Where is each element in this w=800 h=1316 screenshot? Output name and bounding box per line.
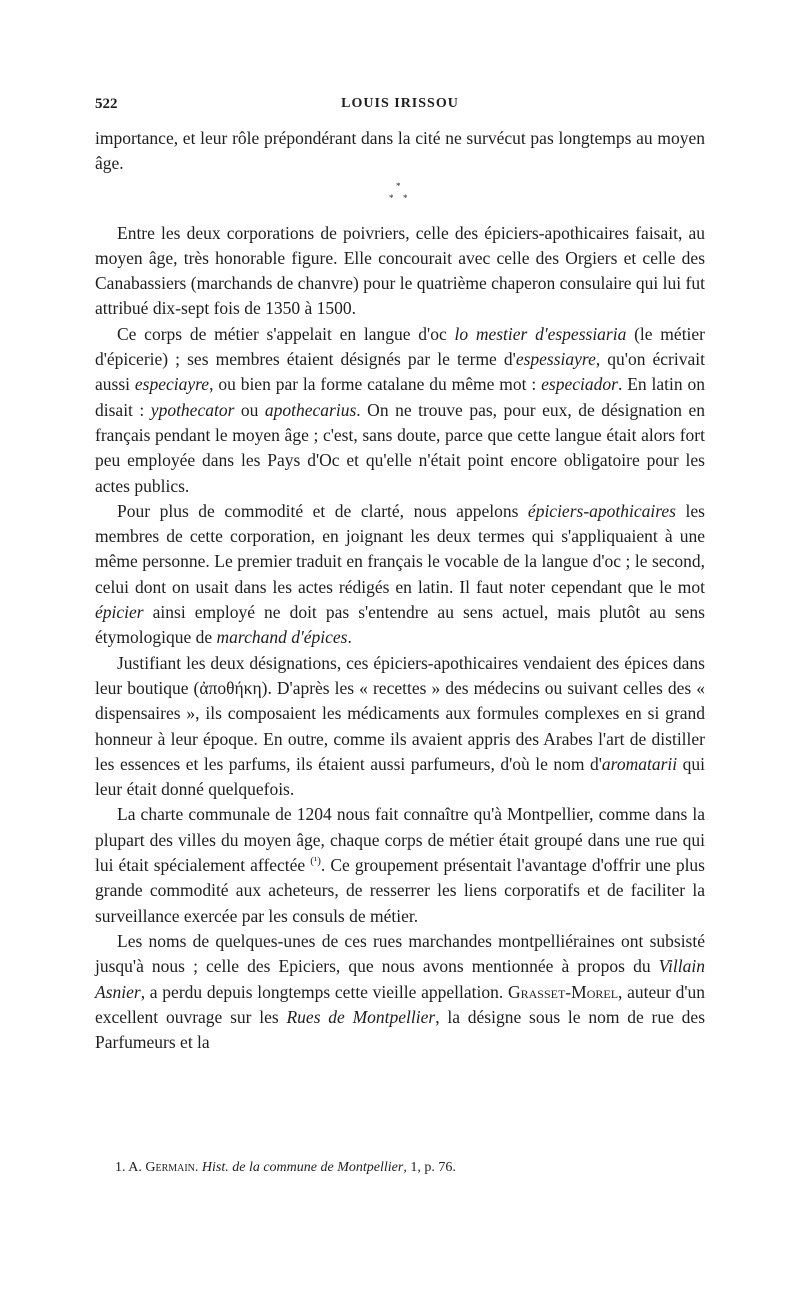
text: 1. A. <box>115 1160 146 1175</box>
paragraph-corporations: Entre les deux corporations de poivriers, celle des épiciers-apothicaires faisait, au moyen âge, très honorable figure. Elle concourait avec celle des Orgiers et celle des Canabassiers (marchands de chanvre) pour le quatrième chaperon consulaire qui lui fut attribué dix-sept fois de 1350 à 1500. <box>95 222 705 319</box>
page-header <box>95 96 705 126</box>
italic-term: épiciers-apothicaires <box>527 500 676 521</box>
text: , ou bien par la forme catalane du même mot : <box>209 374 542 395</box>
italic-term: marchand d'épices <box>216 627 348 648</box>
paragraph-rues <box>95 929 705 1055</box>
author-name: Grasset-Morel <box>507 981 619 1002</box>
text: ou <box>234 399 265 420</box>
text: . En latin on disait : <box>95 374 706 420</box>
italic-term: ypothecator <box>150 399 235 420</box>
body-text <box>95 126 705 1055</box>
text: Ce corps de métier s'appelait en langue d'oc <box>117 323 455 344</box>
italic-term: Villain Asnier <box>95 956 705 1002</box>
paragraph-charte <box>95 802 705 928</box>
text: . <box>194 1160 202 1175</box>
italic-term: Rues de Montpellier <box>286 1006 436 1027</box>
text: , 1, p. 76. <box>403 1160 456 1175</box>
text: ainsi employé ne doit pas s'entendre au sens actuel, mais plutôt au sens étymologique de <box>95 602 705 648</box>
italic-term: Hist. de la commune de Montpellier <box>201 1160 404 1175</box>
text: Pour plus de commodité et de clarté, nous appelons <box>117 500 528 521</box>
asterism <box>95 177 705 221</box>
paragraph-justifiant <box>95 651 705 803</box>
paragraph-langue-oc <box>95 322 705 499</box>
text: Justifiant les deux désignations, ces épiciers-apothicaires vendaient des épices dans leur boutique (ἀποθήκη). D'après les « recettes » des médecins ou suivant celles des « dispensaires », ils composaient les médicaments aux formules complexes en si grand honneur à leur époque. En outre, comme ils avaient appris des Arabes l'art de distiller les essences et les parfums, ils étaient aussi parfumeurs, d'où le nom d' <box>95 652 705 774</box>
italic-term: aromatarii <box>601 753 678 774</box>
asterism-star: * <box>396 180 401 191</box>
text: qui leur était donné quelquefois. <box>95 753 705 800</box>
text: , auteur d'un excellent ouvrage sur les <box>95 981 705 1027</box>
author-name: Germain <box>145 1160 195 1175</box>
paragraph-commodite <box>95 499 705 651</box>
italic-term: espessiayre <box>515 349 596 370</box>
asterism-star: * <box>389 192 394 203</box>
text: Les noms de quelques-unes de ces rues marchandes montpelliéraines ont subsisté jusqu'à nous ; celle des Epiciers, que nous avons mentionnée à propos du <box>95 930 705 977</box>
italic-term: especiayre <box>134 374 210 395</box>
italic-term: especiador <box>541 374 618 395</box>
page <box>95 96 705 1055</box>
italic-term: épicier <box>95 602 144 623</box>
running-title: LOUIS IRISSOU <box>341 96 459 111</box>
text: les membres de cette corporation, en joignant les deux termes qui s'appliquaient à une même personne. Le premier traduit en français le vocable de la langue d'oc ; le second, celui dont on usait dans les actes rédigés en latin. Il faut noter cependant que le mot <box>95 500 705 597</box>
text: , la désigne sous le nom de rue des Parfumeurs et la <box>95 1006 706 1053</box>
italic-term: apothecarius <box>264 399 357 420</box>
footnote-reference[interactable]: (¹) <box>310 855 321 868</box>
text: (le métier d'épicerie) ; ses membres étaient désignés par le terme d' <box>95 323 706 370</box>
footnote <box>115 1160 715 1176</box>
paragraph-continued: importance, et leur rôle prépondérant dans la cité ne survécut pas longtemps au moyen âge. <box>95 128 705 174</box>
text: , qu'on écrivait aussi <box>95 349 705 395</box>
asterism-star: * <box>403 192 408 203</box>
page-number: 522 <box>95 96 118 112</box>
text: . On ne trouve pas, pour eux, de désignation en français pendant le moyen âge ; c'est, sans doute, parce que cette langue était alors fort peu employée dans les Pays d'Oc et qu'elle n'était point encore obligatoire pour les actes publics. <box>95 399 705 496</box>
text: . Ce groupement présentait l'avantage d'offrir une plus grande commodité aux acheteurs, de resserrer les liens corporatifs et de faciliter la surveillance exercée par les consuls de métier. <box>95 855 705 926</box>
text: La charte communale de 1204 nous fait connaître qu'à Montpellier, comme dans la plupart des villes du moyen âge, chaque corps de métier était groupé dans une rue qui lui était spécialement affectée <box>95 804 705 876</box>
text: , a perdu depuis longtemps cette vieille appellation. <box>140 981 508 1002</box>
text: . <box>347 627 352 648</box>
italic-term: lo mestier d'espessiaria <box>454 323 627 344</box>
